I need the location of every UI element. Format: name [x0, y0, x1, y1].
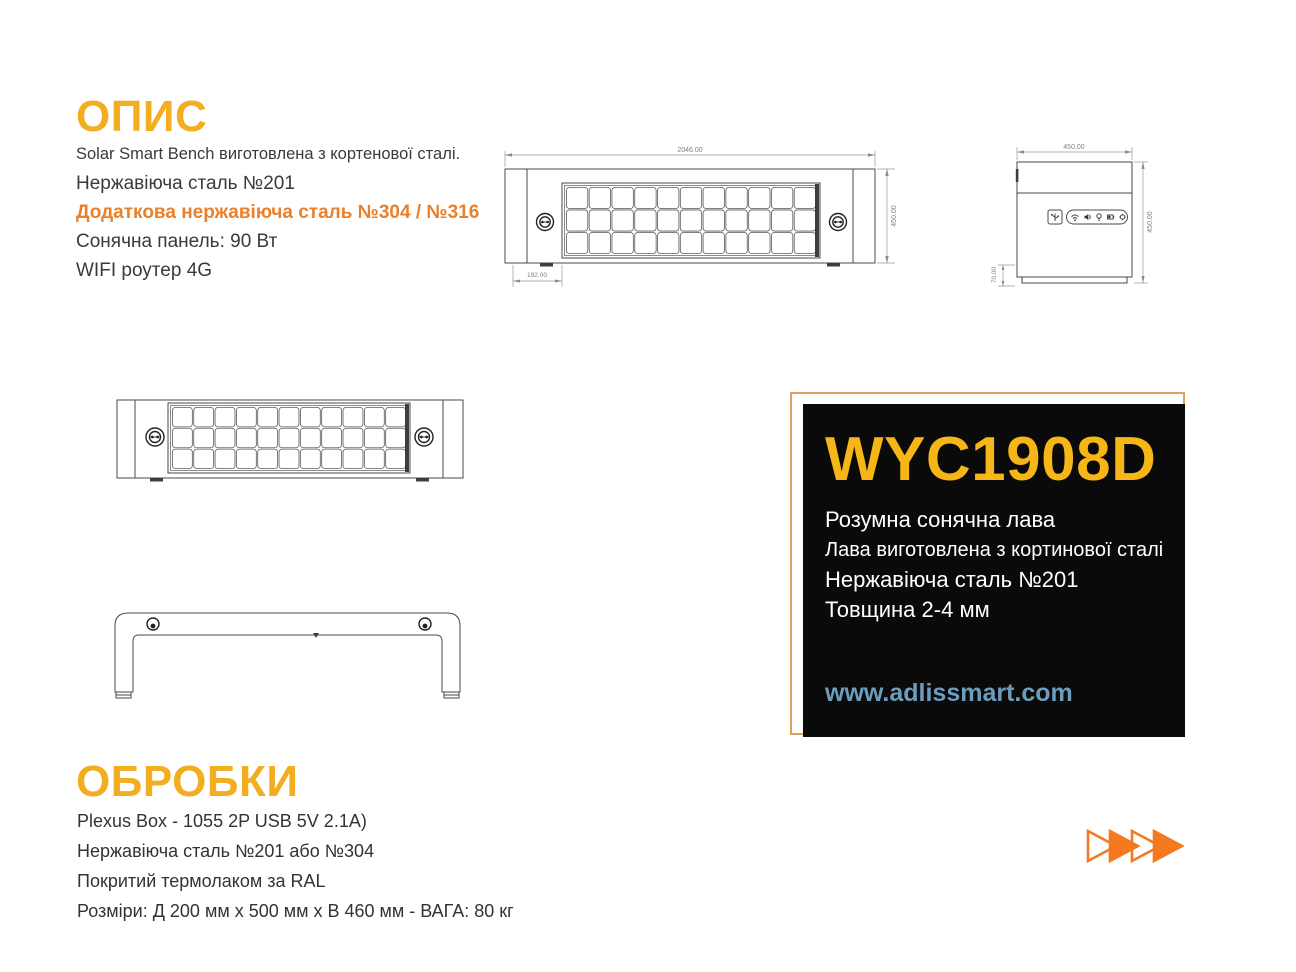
bench-side-outline: [1017, 162, 1132, 283]
dim-label-height: 450.00: [891, 205, 898, 227]
control-panel: [1048, 210, 1128, 224]
opys-line-3: Додаткова нержавіюча сталь №304 / №316: [76, 202, 480, 223]
opys-line-1: Solar Smart Bench виготовлена з кортенової сталі.: [76, 145, 461, 163]
screw-icon: [419, 618, 431, 630]
product-card-description: [825, 505, 1169, 625]
dim-label-width: 2046.00: [677, 147, 703, 154]
hinge-mark: [1016, 169, 1019, 182]
bench-frame-outline: [115, 613, 460, 692]
dim-label-height: 450.00: [1147, 211, 1154, 233]
panel-edge-bar: [815, 184, 819, 257]
front-view-drawing: [110, 390, 470, 490]
bench-foot: [116, 692, 131, 698]
dim-label-offset: 192.00: [527, 272, 547, 279]
gear-icon: [1119, 214, 1125, 220]
obrobky-line-4: Розміри: Д 200 мм х 500 мм х В 460 мм - ВАГА: 80 кг: [77, 901, 514, 921]
usb-port-icon: [830, 214, 847, 231]
opys-line-5: WIFI роутер 4G: [76, 260, 213, 281]
speaker-icon: [1085, 214, 1091, 220]
top-view-drawing: [105, 595, 485, 715]
obrobky-line-1: Plexus Box - 1055 2P USB 5V 2.1A): [77, 811, 367, 831]
card-line-2: Лава виготовлена з кортинової сталі: [825, 539, 1164, 562]
card-line-4: Товщина 2-4 мм: [825, 597, 990, 623]
card-line-1: Розумна сонячна лава: [825, 507, 1056, 533]
bench-foot: [416, 478, 429, 482]
panel-edge-bar: [405, 404, 409, 472]
forward-arrows-icon: [1086, 828, 1186, 864]
bench-foot: [827, 263, 840, 267]
obrobky-line-3: Покритий термолаком за RAL: [77, 871, 326, 891]
usb-icon: [1051, 214, 1059, 222]
side-view-drawing: [990, 138, 1165, 303]
bench-foot: [444, 692, 459, 698]
solar-panel-grid: [172, 407, 405, 468]
dim-label-base: 70.00: [991, 266, 998, 284]
battery-icon: [1108, 215, 1115, 219]
dimension-lines: [991, 144, 1154, 286]
wifi-icon: [1072, 215, 1079, 221]
bench-foot: [540, 263, 553, 267]
card-line-3: Нержавіюча сталь №201: [825, 567, 1079, 593]
opys-description: [76, 140, 479, 285]
opys-line-4: Сонячна панель: 90 Вт: [76, 231, 278, 252]
usb-port-icon: [146, 428, 164, 446]
bench-foot: [150, 478, 163, 482]
obrobky-line-2: Нержавіюча сталь №201 або №304: [77, 841, 375, 861]
opys-line-2: Нержавіюча сталь №201: [76, 173, 295, 194]
dim-label-width: 450.00: [1063, 144, 1085, 151]
lightbulb-icon: [1097, 214, 1101, 221]
product-model: WYC1908D: [825, 425, 1157, 494]
solar-panel-grid: [566, 187, 815, 253]
usb-port-icon: [415, 428, 433, 446]
product-card: [803, 404, 1185, 737]
front-view-dimensioned-drawing: [495, 140, 905, 300]
screw-icon: [147, 618, 159, 630]
obrobky-heading: ОБРОБКИ: [76, 757, 299, 806]
website-link[interactable]: www.adlissmart.com: [825, 679, 1073, 708]
obrobky-description: [77, 806, 514, 926]
opys-heading: ОПИС: [76, 92, 208, 141]
usb-port-icon: [537, 214, 554, 231]
